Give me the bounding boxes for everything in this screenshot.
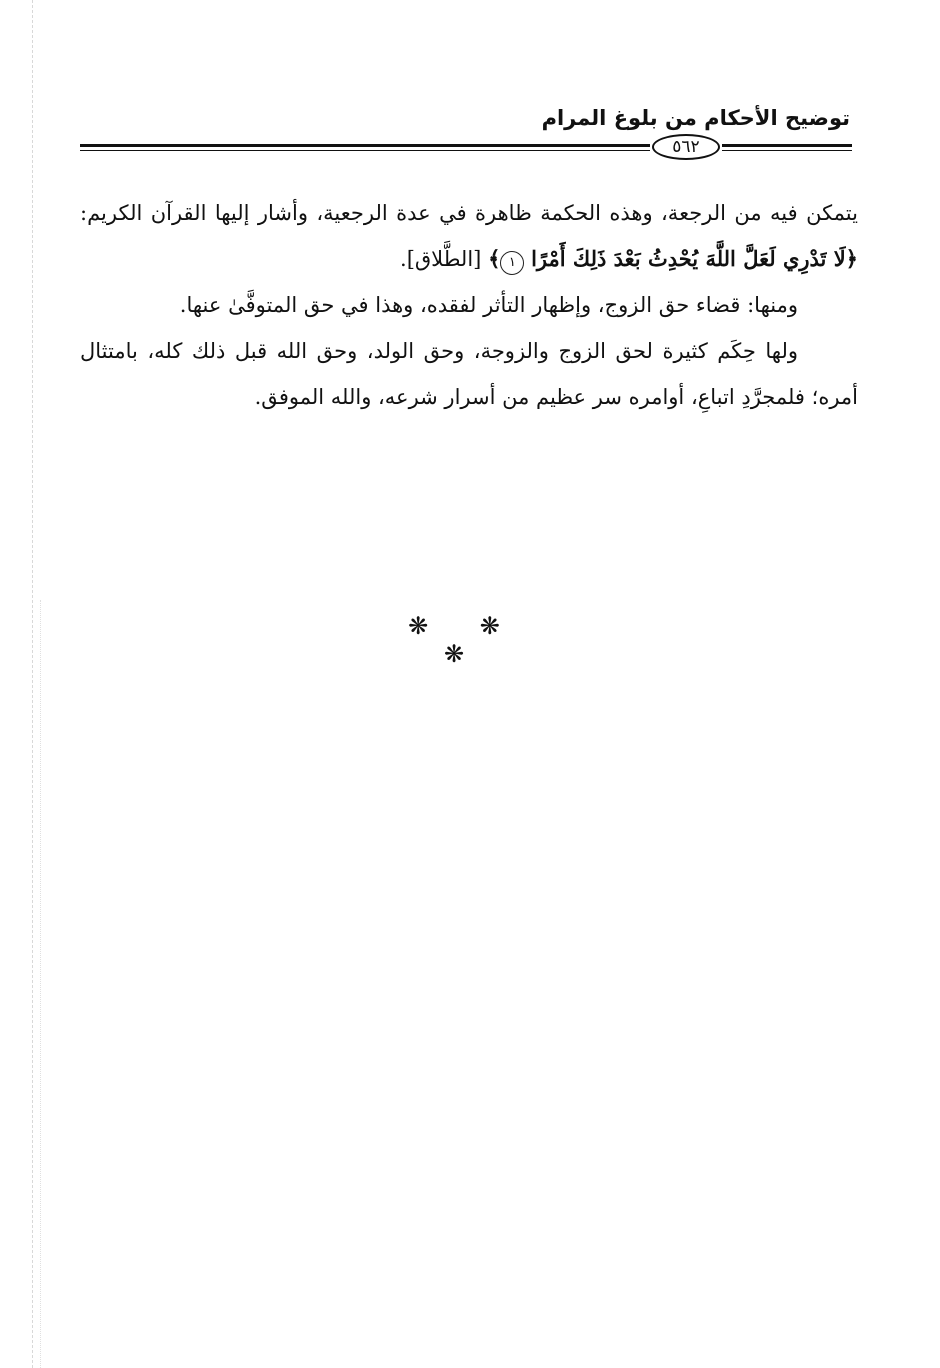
header-rule [80, 134, 852, 160]
header-rule-right [722, 144, 852, 151]
running-head [80, 106, 850, 130]
ayah-number: ١ [500, 251, 524, 275]
paragraph-2: ومنها: قضاء حق الزوج، وإظهار التأثر لفقده، وهذا في حق المتوفَّىٰ عنها. [179, 293, 798, 317]
paragraph-1 [80, 190, 858, 282]
header-rule-left [80, 144, 650, 151]
scan-edge-line [40, 600, 41, 1368]
scan-edge-line [32, 0, 33, 1368]
surah-reference: [الطَّلاق]. [400, 247, 482, 271]
body-text [80, 190, 858, 420]
paragraph-text: القرآن الكريم: [80, 201, 207, 225]
book-title: توضيح الأحكام من بلوغ المرام [541, 106, 850, 130]
page-number: ٥٦٢ [652, 134, 720, 160]
section-separator: ❋ ❋ ❋ [408, 612, 522, 668]
quran-verse: ﴿لَا تَدْرِي لَعَلَّ اللَّهَ يُحْدِثُ بَعْدَ ذَلِكَ أَمْرًا [531, 246, 858, 271]
quran-close-bracket: ﴾ [488, 246, 501, 271]
paragraph-text: يتمكن فيه من الرجعة، وهذه الحكمة ظاهرة في عدة الرجعية، وأشار إليها [214, 201, 858, 225]
paragraph-3: ولها حِكَم كثيرة لحق الزوج والزوجة، وحق الولد، وحق الله قبل ذلك كله، بامتثال أمره؛ فلمجرَّدِ اتباعِ، أوامره سر عظيم من أسرار شرعه، والله الموفق. [80, 339, 858, 409]
